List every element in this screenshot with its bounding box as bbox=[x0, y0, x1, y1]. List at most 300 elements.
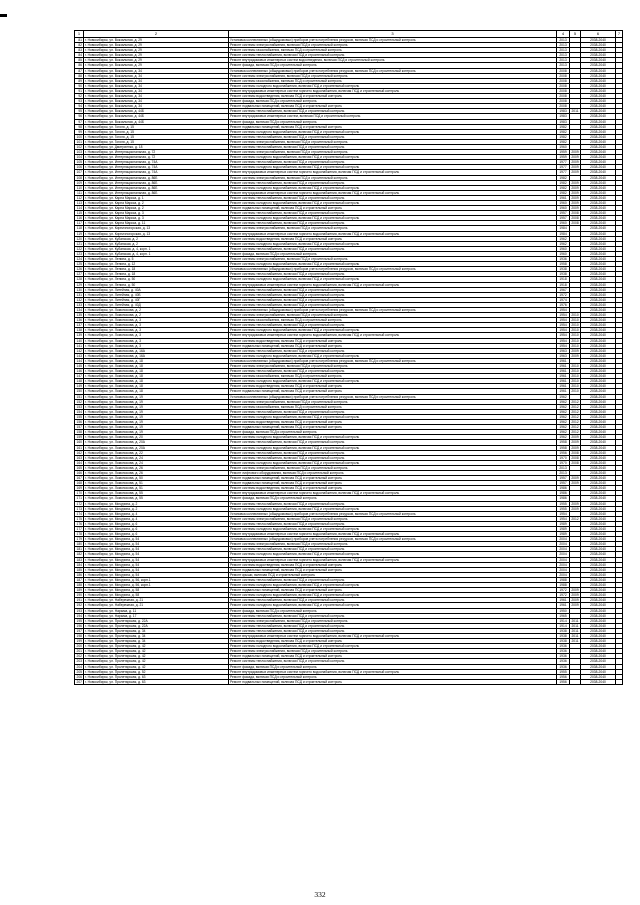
year-built-cell: 1989 bbox=[557, 521, 570, 526]
year-built-cell: 1955 bbox=[557, 501, 570, 506]
capital-repair-table bbox=[74, 30, 623, 685]
planned-period-cell: 2038-2040 bbox=[581, 547, 616, 552]
year-built-cell: 2004 bbox=[557, 572, 570, 577]
address-cell: г. Новосибирск, ул. Нарыма, д. 11 bbox=[84, 608, 229, 613]
row-number: 84 bbox=[75, 53, 84, 58]
last-repair-year-cell: 2010 bbox=[571, 364, 579, 368]
row-number: 115 bbox=[75, 211, 84, 216]
address-cell: г. Новосибирск, ул. Мичурина, д. 2 bbox=[84, 501, 229, 506]
work-type-cell: Ремонт фасада, включая ПСД и строительный контроль bbox=[229, 496, 557, 501]
planned-period-cell: 2038-2040 bbox=[581, 134, 616, 139]
address-cell: г. Новосибирск, ул. Ломоносова, д. 55 bbox=[84, 496, 229, 501]
planned-period-cell: 2038-2040 bbox=[581, 241, 616, 246]
row-number: 105 bbox=[76, 160, 82, 165]
planned-period-cell: 2038-2040 bbox=[581, 307, 616, 312]
year-built-cell: 2013 bbox=[557, 38, 570, 43]
address-cell: г. Новосибирск, ул. Кубанская, д. 2 bbox=[84, 236, 229, 241]
last-repair-year-cell: 2012 bbox=[571, 425, 579, 430]
address-cell: г. Новосибирск, ул. Пролетарская, д. 22А bbox=[84, 623, 229, 628]
address-cell: г. Новосибирск, ул. Мичурина, д. 54 bbox=[84, 572, 229, 577]
row-number: 207 bbox=[76, 679, 82, 684]
address-cell: г. Новосибирск, ул. Ломоносова, д. 19 bbox=[84, 394, 229, 399]
last-repair-year-cell: 2009 bbox=[571, 155, 579, 160]
year-built-cell: 1984 bbox=[557, 231, 570, 236]
year-built-cell: 1914 bbox=[557, 618, 570, 623]
planned-period-cell: 2038-2040 bbox=[581, 180, 616, 185]
last-repair-year-cell: 2010 bbox=[571, 318, 579, 323]
work-type-cell: Ремонт системы холодного водоснабжения, включая ПСД и строительный контроль bbox=[229, 277, 557, 282]
address-cell: г. Новосибирск, ул. Мичурина, д. 54 bbox=[84, 547, 229, 552]
row-number: 160 bbox=[76, 440, 82, 445]
planned-period-cell: 2038-2040 bbox=[581, 318, 616, 323]
planned-period-cell: 2038-2040 bbox=[581, 562, 616, 567]
year-built-cell: 1958 bbox=[557, 262, 570, 267]
address-cell: г. Новосибирск, ул. Пролетарская, д. 34 bbox=[84, 628, 229, 633]
row-number: 118 bbox=[75, 226, 84, 231]
work-type-cell: Ремонт внутридомовых инженерных систем водоотведения, включая ПСД и строительный контроль bbox=[229, 58, 557, 63]
year-built-cell: 1960 bbox=[557, 144, 570, 149]
planned-period-cell: 2038-2040 bbox=[581, 527, 616, 532]
planned-period-cell: 2038-2040 bbox=[581, 364, 616, 369]
last-repair-year-cell: 2009 bbox=[571, 598, 579, 603]
address-cell: г. Новосибирск, ул. Гоголя, д. 15 bbox=[84, 129, 229, 134]
row-number: 148 bbox=[76, 379, 82, 384]
header-cell-2: 2 bbox=[84, 31, 229, 38]
work-type-cell: Ремонт системы водоотведения, включая ПСД и строительный контроль bbox=[229, 94, 557, 99]
planned-period-cell: 2038-2040 bbox=[581, 679, 616, 684]
planned-period-cell: 2038-2040 bbox=[581, 572, 616, 577]
year-built-cell: 1954 bbox=[557, 313, 570, 318]
address-cell: г. Новосибирск, ул. Ломоносова, д. 16А bbox=[84, 348, 229, 353]
year-built-cell: 1960 bbox=[557, 221, 570, 226]
year-built-cell: 1970 bbox=[557, 455, 570, 460]
work-type-cell: Ремонт подвальных помещений, включая ПСД и строительный контроль bbox=[229, 206, 557, 211]
row-number: 181 bbox=[76, 547, 82, 552]
work-type-cell: Ремонт системы холодного водоснабжения, включая ПСД и строительный контроль bbox=[229, 379, 557, 384]
work-type-cell: Ремонт системы холодного водоснабжения, включая ПСД и строительный контроль bbox=[229, 506, 557, 511]
work-type-cell: Ремонт системы теплоснабжения, включая ПСД и строительный контроль bbox=[229, 211, 557, 216]
year-built-cell: 2004 bbox=[557, 567, 570, 572]
row-number: 175 bbox=[76, 516, 82, 521]
address-cell: г. Новосибирск, ул. Пролетарская, д. 34 bbox=[84, 633, 229, 638]
row-number: 182 bbox=[76, 552, 82, 557]
work-type-cell: Ремонт системы холодного водоснабжения, включая ПСД и строительный контроль bbox=[229, 201, 557, 206]
address-cell: г. Новосибирск, ул. Мичурина, д. 54 bbox=[84, 542, 229, 547]
work-type-cell: Ремонт системы водоотведения, включая ПСД и строительный контроль bbox=[229, 420, 557, 425]
header-cell-5: 5 bbox=[570, 31, 581, 38]
work-type-cell: Ремонт системы холодного водоснабжения, включая ПСД и строительный контроль bbox=[229, 328, 557, 333]
year-built-cell: 1962 bbox=[557, 399, 570, 404]
row-number: 164 bbox=[76, 460, 82, 465]
address-cell: г. Новосибирск, ул. Ленина, д. 18 bbox=[84, 272, 229, 277]
row-number: 137 bbox=[76, 323, 82, 328]
last-repair-year-cell: 2012 bbox=[571, 430, 579, 435]
last-repair-year-cell: 2008 bbox=[571, 221, 579, 226]
year-built-cell: 2008 bbox=[557, 73, 570, 78]
last-repair-year-cell: 2009 bbox=[571, 150, 579, 155]
row-number: 107 bbox=[76, 170, 82, 175]
address-cell: г. Новосибирск, ул. Мичурина, д. 56, корп.1 bbox=[84, 583, 229, 588]
planned-period-cell: 2038-2040 bbox=[581, 552, 616, 557]
address-cell: г. Новосибирск, ул. Кирпичногорская, д. 13 bbox=[84, 231, 229, 236]
last-repair-year-cell: 2012 bbox=[571, 409, 579, 414]
address-cell: г. Новосибирск, ул. Ленина, д. 12 bbox=[84, 262, 229, 267]
row-number: 186 bbox=[76, 572, 82, 577]
work-type-cell: Ремонт лифтового оборудования, включая ПСД и строительный контроль bbox=[229, 470, 557, 475]
row-number: 195 bbox=[76, 618, 82, 623]
planned-period-cell: 2038-2040 bbox=[581, 435, 616, 440]
year-built-cell: 1962 bbox=[557, 394, 570, 399]
row-number: 145 bbox=[76, 364, 82, 368]
planned-period-cell: 2038-2040 bbox=[581, 68, 616, 73]
work-type-cell: Ремонт системы теплоснабжения, включая ПСД и строительный контроль bbox=[229, 450, 557, 455]
address-cell: г. Новосибирск, ул. Ломоносова, д. 51 bbox=[84, 486, 229, 491]
row-number: 110 bbox=[75, 185, 84, 190]
address-cell: г. Новосибирск, ул. Ломоносова, д. 20А bbox=[84, 440, 229, 445]
planned-period-cell: 2038-2040 bbox=[581, 251, 616, 256]
row-number: 152 bbox=[76, 399, 82, 404]
address-cell: г. Новосибирск, ул. Ломоносова, д. 24 bbox=[84, 455, 229, 460]
row-number: 95 bbox=[75, 109, 84, 114]
work-type-cell: Ремонт системы водоотведения, включая ПСД и строительный контроль bbox=[229, 562, 557, 567]
header-cell-3: 3 bbox=[229, 31, 557, 38]
last-repair-year-cell: 2010 bbox=[571, 338, 579, 343]
planned-period-cell: 2038-2040 bbox=[581, 414, 616, 419]
planned-period-cell: 2038-2040 bbox=[581, 287, 616, 292]
work-type-cell: Ремонт подвальных помещений, включая ПСД и строительный контроль bbox=[229, 567, 557, 572]
planned-period-cell: 2038-2040 bbox=[581, 144, 616, 149]
work-type-cell: Ремонт системы газоснабжения, включая ПСД и строительный контроль bbox=[229, 318, 557, 323]
year-built-cell: 2013 bbox=[557, 63, 570, 68]
work-type-cell: Ремонт внутридомовых инженерных систем горячего водоснабжения, включая ПСД и строительный контроль bbox=[229, 557, 557, 562]
year-built-cell: 1963 bbox=[557, 348, 570, 353]
work-type-cell: Ремонт системы холодного водоснабжения, включая ПСД и строительный контроль bbox=[229, 583, 557, 588]
planned-period-cell: 2038-2040 bbox=[581, 465, 616, 470]
year-built-cell: 1938 bbox=[557, 272, 570, 277]
work-type-cell: Ремонт системы теплоснабжения, включая ПСД и строительный контроль bbox=[229, 109, 557, 114]
address-cell: г. Новосибирск, ул. Вокзальная, д. 44Б bbox=[84, 114, 229, 119]
planned-period-cell: 2038-2040 bbox=[581, 292, 616, 297]
year-built-cell: 1936 bbox=[557, 644, 570, 649]
year-built-cell: 2013 bbox=[557, 465, 570, 470]
year-built-cell: 2008 bbox=[557, 88, 570, 93]
row-number: 111 bbox=[75, 190, 84, 195]
row-number: 119 bbox=[75, 231, 84, 236]
row-number: 151 bbox=[76, 394, 82, 399]
year-built-cell: 1962 bbox=[557, 420, 570, 425]
address-cell: г. Новосибирск, ул. Набережная, д. 21 bbox=[84, 603, 229, 608]
year-built-cell: 1958 bbox=[557, 445, 570, 450]
row-number: 178 bbox=[76, 532, 82, 537]
year-built-cell: 1982 bbox=[557, 134, 570, 139]
address-cell: г. Новосибирск, ул. Карла Маркса, д. 2 bbox=[84, 201, 229, 206]
row-number: 189 bbox=[76, 588, 82, 593]
year-built-cell: 1972 bbox=[557, 292, 570, 297]
address-cell: г. Новосибирск, ул. Интернациональная, д. 72 bbox=[84, 150, 229, 155]
planned-period-cell: 2038-2040 bbox=[581, 567, 616, 572]
address-cell: г. Новосибирск, ул. Вокзальная, д. 34 bbox=[84, 73, 229, 78]
last-repair-year-cell: 2009 bbox=[571, 588, 579, 593]
planned-period-cell: 2038-2040 bbox=[581, 216, 616, 221]
work-type-cell: Ремонт фасада, включая ПСД и строительный контроль bbox=[229, 430, 557, 435]
year-built-cell: 1989 bbox=[557, 527, 570, 532]
address-cell: г. Новосибирск, ул. Вокзальная, д. 34 bbox=[84, 83, 229, 88]
year-built-cell: 1972 bbox=[557, 593, 570, 598]
row-number: 156 bbox=[76, 420, 82, 425]
address-cell: г. Новосибирск, ул. Мичурина, д. 4 bbox=[84, 511, 229, 516]
row-number: 134 bbox=[76, 307, 82, 312]
planned-period-cell: 2038-2040 bbox=[581, 389, 616, 394]
planned-period-cell: 2038-2040 bbox=[581, 165, 616, 170]
year-built-cell: 1954 bbox=[557, 307, 570, 312]
address-cell: г. Новосибирск, ул. Пролетарская, д. 52 bbox=[84, 669, 229, 674]
row-number: 158 bbox=[76, 430, 82, 435]
address-cell: г. Новосибирск, ул. Литейная, д. 40Б bbox=[84, 292, 229, 297]
work-type-cell: Ремонт системы холодного водоснабжения, включая ПСД и строительный контроль bbox=[229, 262, 557, 267]
row-number: 81 bbox=[75, 38, 84, 43]
work-type-cell: Ремонт системы теплоснабжения, включая ПСД и строительный контроль bbox=[229, 297, 557, 302]
planned-period-cell: 2038-2040 bbox=[581, 221, 616, 226]
last-repair-year-cell: 2009 bbox=[571, 165, 579, 170]
work-type-cell: Ремонт внутридомовых инженерных систем горячего водоснабжения, включая ПСД и строительный контроль bbox=[229, 88, 557, 93]
work-type-cell: Ремонт системы электроснабжения, включая ПСД и строительный контроль bbox=[229, 150, 557, 155]
planned-period-cell: 2038-2040 bbox=[581, 608, 616, 613]
address-cell: г. Новосибирск, ул. Вокзальная, д. 34 bbox=[84, 78, 229, 83]
planned-period-cell: 2038-2040 bbox=[581, 644, 616, 649]
last-repair-year-cell: 2009 bbox=[571, 506, 579, 511]
work-type-cell: Ремонт системы теплоснабжения, включая ПСД и строительный контроль bbox=[229, 521, 557, 526]
year-built-cell: 1918 bbox=[557, 282, 570, 287]
address-cell: г. Новосибирск, ул. Мичурина, д. 58 bbox=[84, 588, 229, 593]
row-number: 130 bbox=[76, 287, 82, 292]
row-number: 116 bbox=[75, 216, 84, 221]
work-type-cell: Ремонт системы теплоснабжения, включая ПСД и строительный контроль bbox=[229, 272, 557, 277]
work-type-cell: Ремонт системы теплоснабжения, включая ПСД и строительный контроль bbox=[229, 180, 557, 185]
last-repair-year-cell: 2012 bbox=[571, 414, 579, 419]
work-type-cell: Ремонт фасада, включая ПСД и строительный контроль bbox=[229, 119, 557, 124]
row-number: 104 bbox=[76, 155, 82, 160]
address-cell: г. Новосибирск, ул. Набережная, д. 21 bbox=[84, 598, 229, 603]
planned-period-cell: 2038-2040 bbox=[581, 282, 616, 287]
work-type-cell: Ремонт системы теплоснабжения, включая ПСД и строительный контроль bbox=[229, 195, 557, 200]
planned-period-cell: 2038-2040 bbox=[581, 379, 616, 384]
year-built-cell: 1962 bbox=[557, 404, 570, 409]
work-type-cell: Ремонт системы теплоснабжения, включая ПСД и строительный контроль bbox=[229, 440, 557, 445]
planned-period-cell: 2038-2040 bbox=[581, 78, 616, 83]
address-cell: г. Новосибирск, ул. Пролетарская, д. 42 bbox=[84, 659, 229, 664]
planned-period-cell: 2038-2040 bbox=[581, 38, 616, 43]
address-cell: г. Новосибирск, ул. Ломоносова, д. 3 bbox=[84, 343, 229, 348]
year-built-cell: 1986 bbox=[557, 496, 570, 501]
row-number: 87 bbox=[75, 68, 84, 73]
planned-period-cell: 2038-2040 bbox=[581, 618, 616, 623]
header-cell-7: 7 bbox=[616, 31, 623, 38]
year-built-cell: 1982 bbox=[557, 139, 570, 144]
planned-period-cell: 2038-2040 bbox=[581, 491, 616, 496]
year-built-cell: 1936 bbox=[557, 664, 570, 669]
address-cell: г. Новосибирск, ул. Пролетарская, д. 22А bbox=[84, 618, 229, 623]
address-cell: г. Новосибирск, ул. Интернациональная, д. 72 bbox=[84, 155, 229, 160]
planned-period-cell: 2038-2040 bbox=[581, 99, 616, 104]
work-type-cell: Ремонт внутридомовых инженерных систем горячего водоснабжения, включая ПСД и строительный контроль bbox=[229, 170, 557, 175]
address-cell: г. Новосибирск, ул. Кубанская, д. 4, корп. 1 bbox=[84, 251, 229, 256]
work-type-cell: Ремонт системы теплоснабжения, включая ПСД и строительный контроль bbox=[229, 455, 557, 460]
planned-period-cell: 2038-2040 bbox=[581, 481, 616, 486]
row-number: 154 bbox=[76, 409, 82, 414]
planned-period-cell: 2038-2040 bbox=[581, 674, 616, 679]
address-cell: г. Новосибирск, ул. Литейная, д. 40Г bbox=[84, 297, 229, 302]
planned-period-cell: 2038-2040 bbox=[581, 603, 616, 608]
row-number: 109 bbox=[76, 180, 82, 185]
work-type-cell: Ремонт внутридомовых инженерных систем горячего водоснабжения, включая ПСД и строительный контроль bbox=[229, 669, 557, 674]
row-number: 206 bbox=[76, 674, 82, 679]
planned-period-cell: 2038-2040 bbox=[581, 537, 616, 542]
work-type-cell: Ремонт системы холодного водоснабжения, включая ПСД и строительный контроль bbox=[229, 644, 557, 649]
work-type-cell: Ремонт системы холодного водоснабжения, включая ПСД и строительный контроль bbox=[229, 129, 557, 134]
work-type-cell: Ремонт системы электроснабжения, включая ПСД и строительный контроль bbox=[229, 649, 557, 654]
table-body bbox=[75, 38, 623, 685]
year-built-cell: 1982 bbox=[557, 175, 570, 180]
row-number: 102 bbox=[76, 144, 82, 149]
row-number: 82 bbox=[75, 43, 84, 48]
row-number: 180 bbox=[76, 542, 82, 547]
planned-period-cell: 2038-2040 bbox=[581, 88, 616, 93]
row-number: 196 bbox=[76, 623, 82, 628]
year-built-cell: 1970 bbox=[557, 460, 570, 465]
year-built-cell: 1986 bbox=[557, 486, 570, 491]
row-number: 121 bbox=[76, 241, 82, 246]
work-type-cell: Ремонт системы электроснабжения, включая ПСД и строительный контроль bbox=[229, 618, 557, 623]
last-repair-year-cell: 2009 bbox=[571, 206, 579, 211]
year-built-cell: 1962 bbox=[557, 425, 570, 430]
planned-period-cell: 2038-2040 bbox=[581, 150, 616, 155]
planned-period-cell: 2038-2040 bbox=[581, 496, 616, 501]
planned-period-cell: 2038-2040 bbox=[581, 384, 616, 389]
planned-period-cell: 2038-2040 bbox=[581, 542, 616, 547]
work-type-cell: Ремонт системы газоснабжения, включая ПСД и строительный контроль bbox=[229, 48, 557, 53]
header-cell-4: 4 bbox=[557, 31, 570, 38]
year-built-cell: 1962 bbox=[557, 430, 570, 435]
table-header-row bbox=[75, 31, 623, 38]
planned-period-cell: 2038-2040 bbox=[581, 532, 616, 537]
year-built-cell: 1974 bbox=[557, 297, 570, 302]
last-repair-year-cell: 2012 bbox=[571, 420, 579, 425]
work-type-cell: Ремонт системы теплоснабжения, включая ПСД и строительный контроль bbox=[229, 369, 557, 374]
last-repair-year-cell: 2008 bbox=[571, 216, 579, 221]
planned-period-cell: 2038-2040 bbox=[581, 374, 616, 379]
address-cell: г. Новосибирск, ул. Кубанская, д. 2 bbox=[84, 241, 229, 246]
last-repair-year-cell: 2011 bbox=[571, 628, 579, 633]
address-cell: г. Новосибирск, ул. Мичурина, д. 2 bbox=[84, 506, 229, 511]
row-number: 202 bbox=[76, 654, 82, 659]
work-type-cell: Ремонт системы водоотведения, включая ПСД и строительный контроль bbox=[229, 236, 557, 241]
row-number: 136 bbox=[76, 318, 82, 323]
work-type-cell: Установка коллективных (общедомовых) приборов учета потребления ресурсов, включая ПСД и строительный контроль bbox=[229, 38, 557, 43]
work-type-cell: Ремонт системы холодного водоснабжения, включая ПСД и строительный контроль bbox=[229, 83, 557, 88]
row-number: 204 bbox=[76, 664, 82, 669]
last-repair-year-cell: 2008 bbox=[571, 455, 579, 460]
work-type-cell: Ремонт подвальных помещений, включая ПСД и строительный контроль bbox=[229, 343, 557, 348]
work-type-cell: Ремонт фасада, включая ПСД и строительный контроль bbox=[229, 674, 557, 679]
planned-period-cell: 2038-2040 bbox=[581, 119, 616, 124]
work-type-cell: Ремонт системы теплоснабжения, включая ПСД и строительный контроль bbox=[229, 221, 557, 226]
address-cell: г. Новосибирск, ул. Вокзальная, д. 44Б bbox=[84, 109, 229, 114]
planned-period-cell: 2038-2040 bbox=[581, 262, 616, 267]
year-built-cell: 1982 bbox=[557, 185, 570, 190]
planned-period-cell: 2038-2040 bbox=[581, 155, 616, 160]
last-repair-year-cell: 2010 bbox=[571, 313, 579, 318]
work-type-cell: Ремонт подвальных помещений, включая ПСД и строительный контроль bbox=[229, 588, 557, 593]
address-cell: г. Новосибирск, ул. Мичурина, д. 58 bbox=[84, 593, 229, 598]
address-cell: г. Новосибирск, ул. Ленина, д. 5 bbox=[84, 257, 229, 262]
planned-period-cell: 2038-2040 bbox=[581, 613, 616, 618]
last-repair-year-cell: 2011 bbox=[571, 633, 579, 638]
planned-period-cell: 2038-2040 bbox=[581, 170, 616, 175]
last-repair-year-cell: 2010 bbox=[571, 343, 579, 348]
row-number: 193 bbox=[76, 608, 82, 613]
row-number: 205 bbox=[76, 669, 82, 674]
planned-period-cell: 2038-2040 bbox=[581, 175, 616, 180]
year-built-cell: 1972 bbox=[557, 588, 570, 593]
last-repair-year-cell: 2009 bbox=[571, 353, 579, 358]
work-type-cell: Ремонт крыши, включая ПСД и строительный контроль bbox=[229, 572, 557, 577]
planned-period-cell: 2038-2040 bbox=[581, 109, 616, 114]
address-cell: г. Новосибирск, ул. Литейная, д. 40Д bbox=[84, 302, 229, 307]
row-number: 92 bbox=[75, 94, 84, 99]
planned-period-cell: 2038-2040 bbox=[581, 577, 616, 582]
row-number: 161 bbox=[76, 445, 82, 450]
year-built-cell: 1988 bbox=[557, 583, 570, 588]
year-built-cell: 1984 bbox=[557, 226, 570, 231]
row-number: 101 bbox=[76, 139, 82, 144]
address-cell: г. Новосибирск, ул. Литейная, д. 40А bbox=[84, 287, 229, 292]
last-repair-year-cell: 2008 bbox=[571, 450, 579, 455]
work-type-cell: Ремонт системы теплоснабжения, включая ПСД и строительный контроль bbox=[229, 246, 557, 251]
row-number: 199 bbox=[76, 639, 82, 644]
address-cell: г. Новосибирск, ул. Вокзальная, д. 29 bbox=[84, 48, 229, 53]
address-cell: г. Новосибирск, ул. Мичурина, д. 54 bbox=[84, 537, 229, 542]
address-cell: г. Новосибирск, ул. Ломоносова, д. 3 bbox=[84, 323, 229, 328]
planned-period-cell: 2038-2040 bbox=[581, 267, 616, 272]
work-type-cell: Ремонт подвальных помещений, включая ПСД и строительный контроль bbox=[229, 679, 557, 684]
work-type-cell: Ремонт подвальных помещений, включая ПСД и строительный контроль bbox=[229, 481, 557, 486]
row-number: 191 bbox=[76, 598, 82, 603]
work-type-cell: Ремонт системы теплоснабжения, включая ПСД и строительный контроль bbox=[229, 287, 557, 292]
address-cell: г. Новосибирск, ул. Мичурина, д. 54 bbox=[84, 552, 229, 557]
last-repair-year-cell: 2009 bbox=[571, 593, 579, 598]
planned-period-cell: 2038-2040 bbox=[581, 63, 616, 68]
work-type-cell: Ремонт системы теплоснабжения, включая ПСД и строительный контроль bbox=[229, 53, 557, 58]
address-cell: г. Новосибирск, ул. Карла Маркса, д. 1 bbox=[84, 195, 229, 200]
address-cell: г. Новосибирск, ул. Ломоносова, д. 3 bbox=[84, 328, 229, 333]
year-built-cell: 1963 bbox=[557, 353, 570, 358]
last-repair-year-cell: 2011 bbox=[571, 618, 579, 623]
row-number: 123 bbox=[76, 251, 82, 256]
last-repair-year-cell: 2012 bbox=[571, 399, 579, 404]
planned-period-cell: 2038-2040 bbox=[581, 659, 616, 664]
row-number: 88 bbox=[75, 73, 84, 78]
planned-period-cell: 2038-2040 bbox=[581, 226, 616, 231]
work-type-cell: Ремонт системы холодного водоснабжения, включая ПСД и строительный контроль bbox=[229, 216, 557, 221]
row-number: 190 bbox=[76, 593, 82, 598]
work-type-cell: Ремонт системы теплоснабжения, включая ПСД и строительный контроль bbox=[229, 323, 557, 328]
last-repair-year-cell bbox=[570, 679, 581, 684]
page-edge-mark bbox=[0, 14, 7, 17]
row-number: 170 bbox=[76, 491, 82, 496]
planned-period-cell: 2038-2040 bbox=[581, 190, 616, 195]
work-type-cell: Ремонт подвальных помещений, включая ПСД и строительный контроль bbox=[229, 124, 557, 129]
year-built-cell: 1977 bbox=[557, 160, 570, 165]
